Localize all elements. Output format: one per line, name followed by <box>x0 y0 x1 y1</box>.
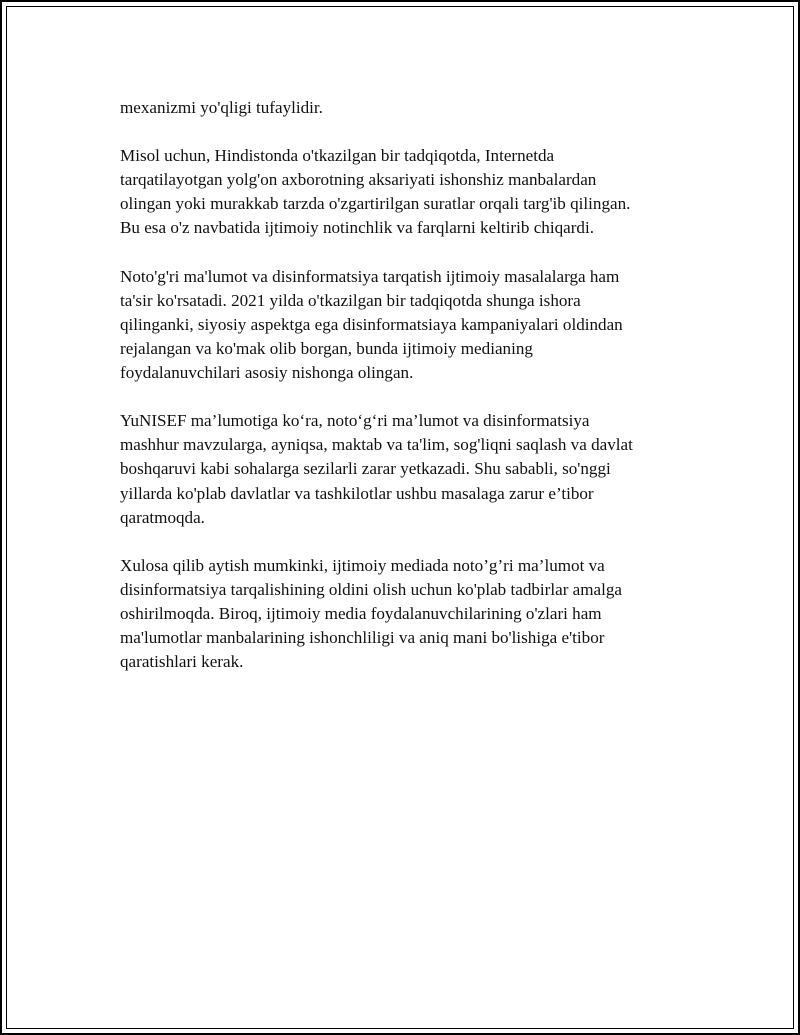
text-line: YuNISEF ma’lumotiga ko‘ra, noto‘g‘ri ma’lumot va disinformatsiya <box>120 411 590 431</box>
paragraph <box>120 144 700 240</box>
text-line: mashhur mavzularga, ayniqsa, maktab va ta'lim, sog'liqni saqlash va davlat <box>120 435 633 455</box>
text-line: Noto'g'ri ma'lumot va disinformatsiya tarqatish ijtimoiy masalalarga ham <box>120 266 620 286</box>
text-line: ta'sir ko'rsatadi. 2021 yilda o'tkazilgan bir tadqiqotda shunga ishora <box>120 290 581 310</box>
paragraph-gap <box>120 385 700 409</box>
text-line: Bu esa o'z navbatida ijtimoiy notinchlik va farqlarni keltirib chiqardi. <box>120 218 594 238</box>
text-line: Xulosa qilib aytish mumkinki, ijtimoiy mediada noto’g’ri ma’lumot va <box>120 555 605 575</box>
paragraph-gap <box>120 530 700 554</box>
document-body <box>120 96 700 674</box>
paragraph <box>120 554 700 674</box>
paragraph-gap <box>120 120 700 144</box>
text-line: rejalangan va ko'mak olib borgan, bunda ijtimoiy medianing <box>120 338 533 358</box>
text-line: olingan yoki murakkab tarzda o'zgartirilgan suratlar orqali targ'ib qilingan. <box>120 194 631 214</box>
text-line: boshqaruvi kabi sohalarga sezilarli zarar yetkazadi. Shu sababli, so'nggi <box>120 459 611 479</box>
text-line: foydalanuvchilari asosiy nishonga olingan. <box>120 363 414 383</box>
text-line: qilinganki, siyosiy aspektga ega disinformatsiaya kampaniyalari oldindan <box>120 314 623 334</box>
text-line: oshirilmoqda. Biroq, ijtimoiy media foydalanuvchilarining o'zlari ham <box>120 603 602 623</box>
text-line: disinformatsiya tarqalishining oldini olish uchun ko'plab tadbirlar amalga <box>120 579 623 599</box>
text-line: qaratishlari kerak. <box>120 652 244 672</box>
text-line: tarqatilayotgan yolg'on axborotning aksariyati ishonshiz manbalardan <box>120 170 597 190</box>
text-line: ma'lumotlar manbalarining ishonchliligi va aniq mani bo'lishiga e'tibor <box>120 628 605 648</box>
paragraph-gap <box>120 241 700 265</box>
paragraph <box>120 96 700 120</box>
text-line: yillarda ko'plab davlatlar va tashkilotlar ushbu masalaga zarur e’tibor <box>120 483 594 503</box>
text-line: qaratmoqda. <box>120 507 205 527</box>
paragraph <box>120 265 700 385</box>
text-line: Misol uchun, Hindistonda o'tkazilgan bir tadqiqotda, Internetda <box>120 146 555 166</box>
paragraph <box>120 409 700 529</box>
text-line: mexanizmi yo'qligi tufaylidir. <box>120 98 323 117</box>
